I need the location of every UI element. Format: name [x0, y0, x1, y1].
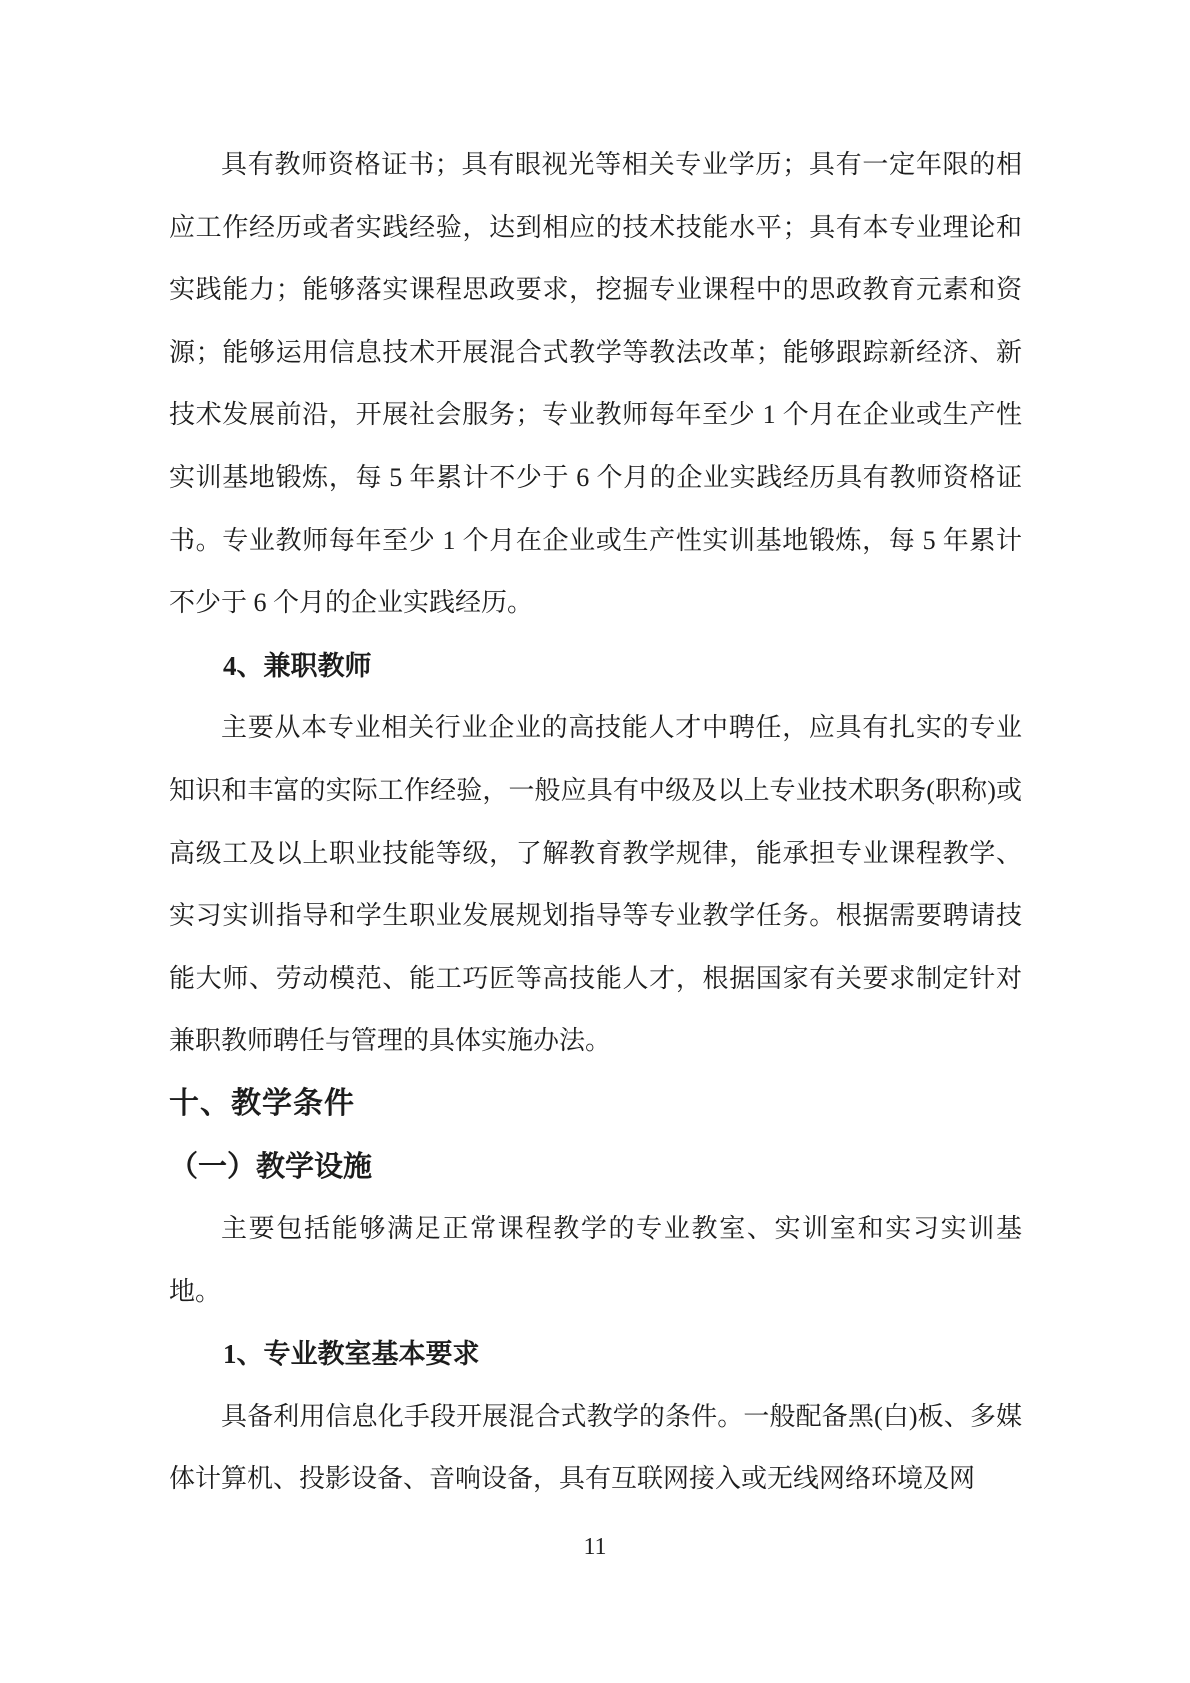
heading-teaching-facilities: （一）教学设施	[169, 1150, 373, 1183]
heading-teaching-conditions: 十、教学条件	[169, 1086, 355, 1120]
paragraph-classroom-basic-requirements: 具备利用信息化手段开展混合式教学的条件。一般配备黑(白)板、多媒体计算机、投影设备、音响设备，具有互联网接入或无线网络环境及网	[169, 1401, 1022, 1494]
paragraph-part-time-teachers: 主要从本专业相关行业企业的高技能人才中聘任，应具有扎实的专业知识和丰富的实际工作经验，一般应具有中级及以上专业技术职务(职称)或高级工及以上职业技能等级，了解教育教学规律，能承担专业课程教学、实习实训指导和学生职业发展规划指导等专业教学任务。根据需要聘请技能大师、劳动模范、能工巧匠等高技能人才，根据国家有关要求制定针对兼职教师聘任与管理的具体实施办法。	[169, 713, 1022, 1056]
page-footer	[0, 1532, 1190, 1562]
page-number: 11	[583, 1534, 607, 1560]
paragraph-teaching-facilities: 主要包括能够满足正常课程教学的专业教室、实训室和实习实训基地。	[169, 1214, 1022, 1306]
paragraph-specialized-teacher-requirements: 具有教师资格证书；具有眼视光等相关专业学历；具有一定年限的相应工作经历或者实践经验，达到相应的技术技能水平；具有本专业理论和实践能力；能够落实课程思政要求，挖掘专业课程中的思政教育元素和资源；能够运用信息技术开展混合式教学等教法改革；能够跟踪新经济、新技术发展前沿，开展社会服务；专业教师每年至少 1 个月在企业或生产性实训基地锻炼，每 5 年累计不少于 6 个月的企业实践经历具有教师资格证书。专业教师每年至少 1 个月在企业或生产性实训基地锻炼，每 5 年累计不少于 6 个月的企业实践经历。	[169, 150, 1022, 618]
heading-classroom-basic-requirements: 1、专业教室基本要求	[223, 1339, 480, 1370]
heading-part-time-teachers: 4、兼职教师	[223, 650, 372, 681]
document-body	[169, 134, 1022, 1511]
